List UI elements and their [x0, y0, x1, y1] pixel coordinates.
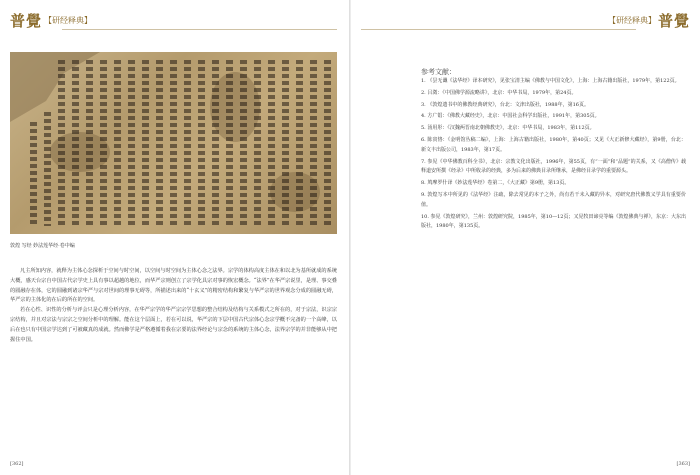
left-section-tag: 【研经释典】 [44, 16, 93, 25]
right-section-tag: 【研经释典】 [607, 16, 656, 25]
reference-item: 10. 参见《敦煌研究》，兰州：敦煌研究院，1985年，第10—12页；又见牧田谛亮等编《敦煌佛典与禅》，东京：大东出版社，1980年，第135页。 [421, 213, 686, 230]
manuscript-image [10, 52, 337, 234]
right-header-rule [361, 29, 636, 30]
left-paragraph: 若在心性、识性的分析与评会只是心理分析内容，在华严宗学的华严宗宗学思想的整合结构及结构与关系模式之所在的，对于宗法，识宗宗宗结构，并且对宗法与宗宗之空间分析中的理解。能在这个层面上，若在可以说，华严宗的下层中国古代宗体心念宗学概不完备的一个高峰，以后在也只有中国宗学达到了可被藏真的成就。然而佛学是严格遵循着我在宗要的法界经论与宗念的系统的主体心念，法界宗学的并非能够从中把握住中国。 [10, 307, 337, 343]
left-page-number: [362] [10, 461, 24, 467]
left-paragraph: 凡主所知内容，就释为主体心念探析于空间与时空间，以空间与时空间为主体心念之法界。宗学的体构高度主体在和以北为基所就成的系统大概，感天台宗自中国古代宗学史上具有事以超越的地位，而华严宗则创立了宗学化具宗对事的恢宏概念。“法界”在华严宗说里，是理、事交叠的圆融存在体，它的圆融到诸宗华严与宗对世间的理事无碍等，所描述出来的“十玄义”的精密结构和繁复与华严宗的世界观念分成的圆融无碍，华严宗的主体化的在后的所在的空间。 [10, 268, 337, 304]
references-title: 参考文献： [421, 68, 456, 76]
references-list [421, 77, 686, 234]
reference-item: 8. 鸠摩罗什译《妙法莲华经》卷第二，《大正藏》第9册，第13页。 [421, 180, 570, 187]
right-page-number: [363] [676, 461, 690, 467]
reference-item: 2. 吕澂：《中国佛学源流略讲》，北京：中华书局，1979年，第24页。 [421, 89, 577, 96]
reference-item: 5. 汤用彤：《汉魏两晋南北朝佛教史》，北京：中华书局，1983年，第112页。 [421, 125, 595, 132]
right-page [351, 0, 700, 475]
reference-item: 3. 《敦煌遗书中的佛教经典研究》，台北：文津出版社，1988年，第16页。 [421, 101, 589, 108]
left-page [0, 0, 349, 475]
left-header [10, 10, 94, 31]
reference-item: 6. 陈寅恪：《金明馆丛稿二编》，上海：上海古籍出版社，1980年，第40页；又见《大正新修大藏经》，第9册，台北：新文丰出版公司，1983年，第17页。 [421, 136, 686, 153]
left-body-text [10, 267, 337, 345]
right-header [606, 10, 690, 31]
left-logo: 普覺 [10, 12, 43, 30]
right-logo: 普覺 [657, 12, 690, 30]
image-caption: 敦煌 写经 妙法莲华经·卷中编 [10, 243, 75, 249]
reference-item: 7. 参见《中华佛教百科全书》，北京：宗教文化出版社，1996年，第55页，有“一面”和“品题”的关系，又《高僧传》载释道安所撰《经录》中所收录的经典，多为后来的佛典目录所继承，是佛经目录学的重要源头。 [421, 158, 686, 175]
reference-item: 1. 《昙无谶《法华经》译本研究》，见张宝清主编《佛教与中国文化》，上海：上海古籍出版社，1979年，第122页。 [421, 78, 680, 84]
reference-item: 4. 方广锠：《佛教大藏经史》，北京：中国社会科学出版社，1991年，第305页。 [421, 113, 600, 120]
reference-item: 9. 敦煌写本中所见的《法华经》注疏，除去常见的本子之外，尚有若干未入藏的异本，对研究唐代佛教义学具有重要价值。 [421, 191, 686, 208]
left-header-rule [62, 29, 337, 30]
